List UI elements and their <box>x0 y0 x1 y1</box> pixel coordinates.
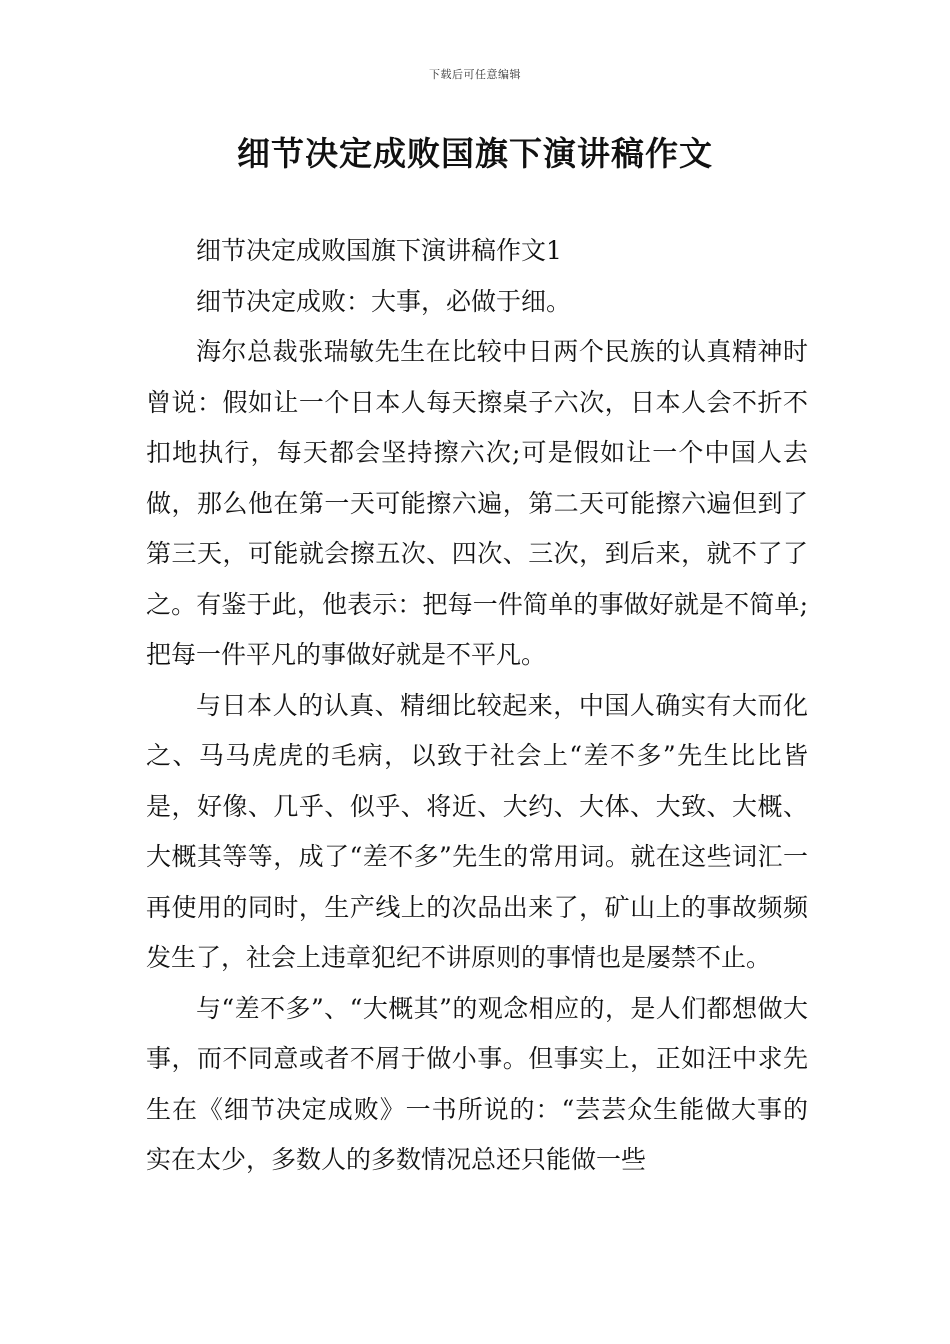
paragraph: 海尔总裁张瑞敏先生在比较中日两个民族的认真精神时曾说：假如让一个日本人每天擦桌子六次，日本人会不折不扣地执行，每天都会坚持擦六次;可是假如让一个中国人去做，那么他在第一天可能擦六遍，第二天可能擦六遍但到了第三天，可能就会擦五次、四次、三次，到后来，就不了了之。有鉴于此，他表示：把每一件简单的事做好就是不简单;把每一件平凡的事做好就是不平凡。 <box>146 337 808 669</box>
header-note: 下载后可任意编辑 <box>429 68 521 81</box>
paragraph: 与日本人的认真、精细比较起来，中国人确实有大而化之、马马虎虎的毛病，以致于社会上“差不多”先生比比皆是，好像、几乎、似乎、将近、大约、大体、大致、大概、大概其等等，成了“差不多”先生的常用词。就在这些词汇一再使用的同时，生产线上的次品出来了，矿山上的事故频频发生了，社会上违章犯纪不讲原则的事情也是屡禁不止。 <box>146 690 808 972</box>
document-body <box>146 226 808 1186</box>
paragraph: 与“差不多”、“大概其”的观念相应的，是人们都想做大事，而不同意或者不屑于做小事。但事实上，正如汪中求先生在《细节决定成败》一书所说的：“芸芸众生能做大事的实在太少，多数人的多数情况总还只能做一些 <box>146 993 808 1174</box>
paragraph-subtitle: 细节决定成败国旗下演讲稿作文1 <box>196 236 562 265</box>
document-title: 细节决定成败国旗下演讲稿作文 <box>237 134 713 173</box>
paragraph: 细节决定成败：大事，必做于细。 <box>196 286 572 316</box>
